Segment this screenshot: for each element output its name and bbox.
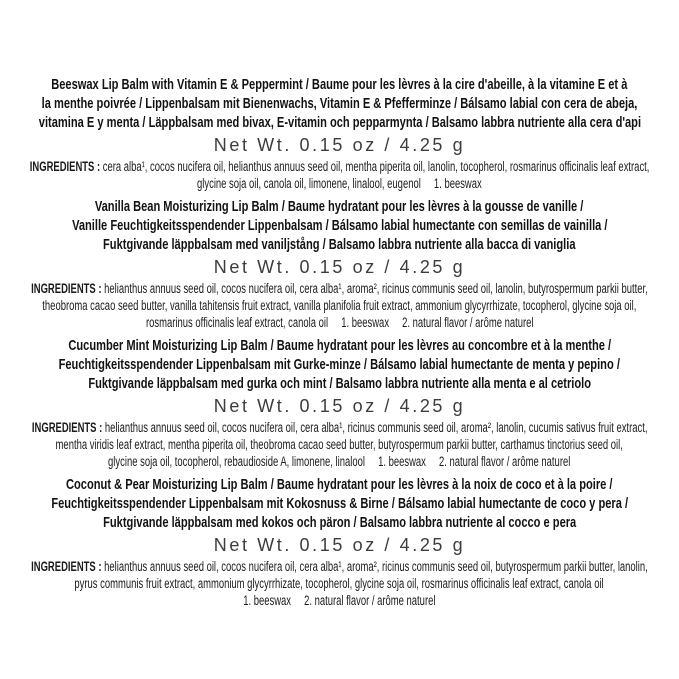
net-weight bbox=[0, 254, 679, 280]
ingredients-line bbox=[0, 436, 679, 453]
product-title-text: Feuchtigkeitsspendender Lippenbalsam mit Kokosnuss & Birne / Bálsamo labial humectante de coco y pera / bbox=[51, 495, 628, 512]
product-title-text: Coconut & Pear Moisturizing Lip Balm / Baume hydratant pour les lèvres à la noix de coco et à la poire / bbox=[66, 476, 613, 493]
product-title-line bbox=[0, 235, 679, 254]
ingredients-text: cera alba¹, cocos nucifera oil, helianthus annuus seed oil, mentha piperita oil, lanolin, tocopherol, rosmarinus officinalis leaf extract, bbox=[102, 159, 650, 174]
product-title-text: Cucumber Mint Moisturizing Lip Balm / Baume hydratant pour les lèvres au concombre et à la menthe / bbox=[68, 337, 611, 354]
ingredients-line bbox=[0, 558, 679, 575]
ingredients-text: mentha viridis leaf extract, mentha piperita oil, theobroma cacao seed butter, butyrospermum parkii butter, carthamus tinctorius seed oil, bbox=[55, 437, 624, 452]
product-title-line bbox=[0, 494, 679, 513]
ingredients-text: rosmarinus officinalis leaf extract, canola oil 1. beeswax 2. natural flavor / arôme naturel bbox=[145, 315, 534, 330]
product-title-text: Feuchtigkeitsspendender Lippenbalsam mit Gurke-minze / Bálsamo labial humectante de menta y pepino / bbox=[58, 356, 621, 373]
section-coconut-pear bbox=[0, 475, 679, 609]
product-title-line bbox=[0, 216, 679, 235]
product-title-line bbox=[0, 113, 679, 132]
ingredients-line bbox=[0, 158, 679, 175]
net-weight-text: Net Wt. 0.15 oz / 4.25 g bbox=[213, 257, 466, 277]
product-title-text: Beeswax Lip Balm with Vitamin E & Peppermint / Baume pour les lèvres à la cire d'abeille, à la vitamine E et à bbox=[51, 76, 628, 93]
net-weight-text: Net Wt. 0.15 oz / 4.25 g bbox=[213, 135, 466, 155]
ingredients-label: INGREDIENTS : bbox=[29, 159, 103, 174]
ingredients-text: glycine soja oil, tocopherol, rebaudioside A, limonene, linalool 1. beeswax 2. natural flavor / arôme naturel bbox=[108, 454, 571, 469]
section-vanilla-bean bbox=[0, 197, 679, 331]
net-weight-text: Net Wt. 0.15 oz / 4.25 g bbox=[213, 396, 466, 416]
product-title-text: vitamina E y menta / Läppbalsam med bivax, E-vitamin och pepparmynta / Balsamo labbra nutriente alla cera d'api bbox=[38, 114, 641, 131]
ingredients-text: glycine soja oil, canola oil, limonene, linalool, eugenol 1. beeswax bbox=[197, 176, 482, 191]
ingredients-line bbox=[0, 280, 679, 297]
ingredients-text: helianthus annuus seed oil, cocos nucifera oil, cera alba¹, aroma², ricinus communis seed oil, lanolin, butyrospermum parkii butter, bbox=[104, 281, 648, 296]
section-beeswax-peppermint bbox=[0, 75, 679, 192]
product-title-text: la menthe poivrée / Lippenbalsam mit Bienenwachs, Vitamin E & Pfefferminze / Bálsamo labial con cera de abeja, bbox=[41, 95, 638, 112]
ingredients-line bbox=[0, 175, 679, 192]
ingredients-line bbox=[0, 453, 679, 470]
product-title-line bbox=[0, 94, 679, 113]
net-weight bbox=[0, 132, 679, 158]
ingredients-text: helianthus annuus seed oil, cocos nucifera oil, cera alba¹, aroma², ricinus communis seed oil, butyrospermum parkii butter, lanolin, bbox=[104, 559, 648, 574]
ingredients-line bbox=[0, 575, 679, 592]
ingredients-line bbox=[0, 592, 679, 609]
product-title-line bbox=[0, 197, 679, 216]
product-title-text: Fuktgivande läppbalsam med gurka och mint / Balsamo labbra nutriente alla menta e al cetriolo bbox=[88, 375, 591, 392]
ingredients-text: pyrus communis fruit extract, ammonium glycyrrhizate, tocopherol, glycine soja oil, rosmarinus officinalis leaf extract, canola oil bbox=[74, 576, 605, 591]
ingredients-text: theobroma cacao seed butter, vanilla tahitensis fruit extract, vanilla planifolia fruit extract, ammonium glycyrrhizate, tocopherol, glycine soja oil, bbox=[42, 298, 637, 313]
ingredients-label: INGREDIENTS : bbox=[31, 420, 105, 435]
ingredients-line bbox=[0, 314, 679, 331]
product-title-text: Fuktgivande läppbalsam med vaniljstång / Balsamo labbra nutriente alla bacca di vaniglia bbox=[103, 236, 576, 253]
net-weight bbox=[0, 393, 679, 419]
product-title-text: Vanilla Bean Moisturizing Lip Balm / Baume hydratant pour les lèvres à la gousse de vanille / bbox=[95, 198, 584, 215]
ingredients-text: helianthus annuus seed oil, cocos nucifera oil, cera alba¹, ricinus communis seed oil, aroma², lanolin, cucumis sativus fruit extract, bbox=[104, 420, 648, 435]
product-title-line bbox=[0, 513, 679, 532]
net-weight bbox=[0, 532, 679, 558]
product-title-line bbox=[0, 475, 679, 494]
ingredients-label: INGREDIENTS : bbox=[31, 281, 105, 296]
product-title-line bbox=[0, 374, 679, 393]
net-weight-text: Net Wt. 0.15 oz / 4.25 g bbox=[213, 535, 466, 555]
product-title-text: Fuktgivande läppbalsam med kokos och päron / Balsamo labbra nutriente al cocco e pera bbox=[102, 514, 577, 531]
product-title-line bbox=[0, 336, 679, 355]
ingredients-label: INGREDIENTS : bbox=[31, 559, 105, 574]
ingredients-text: 1. beeswax 2. natural flavor / arôme naturel bbox=[243, 593, 436, 608]
ingredients-line bbox=[0, 419, 679, 436]
ingredients-line bbox=[0, 297, 679, 314]
product-title-text: Vanille Feuchtigkeitsspendender Lippenbalsam / Bálsamo labial humectante con semillas de vainilla / bbox=[71, 217, 608, 234]
product-title-line bbox=[0, 355, 679, 374]
section-cucumber-mint bbox=[0, 336, 679, 470]
product-title-line bbox=[0, 75, 679, 94]
